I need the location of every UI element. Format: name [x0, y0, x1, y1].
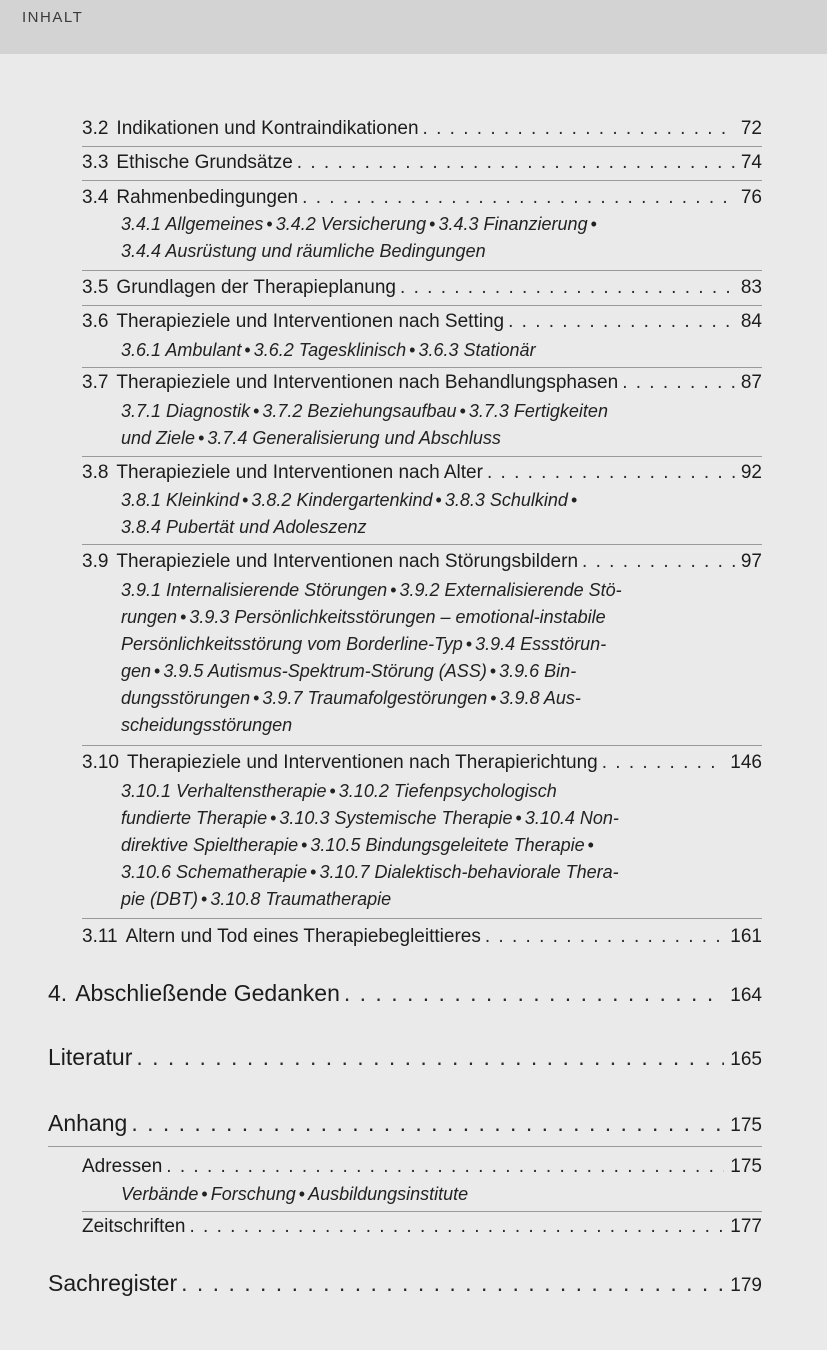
toc-entry-3-8[interactable] [82, 462, 762, 484]
entry-page: 76 [740, 187, 762, 208]
subentry-line: dungsstörungen • 3.9.7 Traumafolgestörungen • 3.9.8 Aus- [121, 688, 581, 708]
leader-dots [297, 152, 735, 174]
entry-page: 164 [730, 985, 762, 1006]
divider [82, 146, 762, 147]
bullet-separator: • [515, 808, 522, 828]
entry-page: 74 [740, 152, 762, 173]
toc-entry-adressen[interactable] [82, 1156, 762, 1178]
toc-subentries-3-8 [121, 487, 721, 541]
divider [48, 1146, 762, 1147]
bullet-separator: • [489, 661, 497, 681]
bullet-separator: • [590, 214, 597, 234]
subentry-line: fundierte Therapie • 3.10.3 Systemische Therapie • 3.10.4 Non- [121, 808, 619, 828]
entry-page: 179 [730, 1275, 762, 1296]
entry-page: 146 [730, 752, 762, 773]
subentry-line: und Ziele • 3.7.4 Generalisierung und Abschluss [121, 428, 501, 448]
entry-page: 84 [740, 311, 762, 332]
bullet-separator: • [409, 340, 416, 360]
toc-entry-zeitschriften[interactable] [82, 1216, 762, 1238]
subentry-line: 3.4.1 Allgemeines • 3.4.2 Versicherung • 3.4.3 Finanzierung • [121, 211, 721, 238]
entry-label: Grundlagen der Therapieplanung [116, 277, 397, 298]
bullet-separator: • [154, 661, 161, 681]
entry-page: 97 [740, 551, 762, 572]
subentry-line: Persönlichkeitsstörung vom Borderline-Typ • 3.9.4 Essstörun- [121, 634, 607, 654]
subentry-line: scheidungsstörungen [121, 715, 293, 735]
subentry-line: 3.8.1 Kleinkind • 3.8.2 Kindergartenkind • 3.8.3 Schulkind • [121, 487, 721, 514]
entry-label: Ethische Grundsätze [116, 152, 293, 173]
entry-page: 83 [740, 277, 762, 298]
entry-label: Rahmenbedingungen [116, 187, 299, 208]
bullet-separator: • [244, 340, 251, 360]
entry-label: Adressen [82, 1156, 163, 1177]
subentry-line: direktive Spieltherapie • 3.10.5 Bindungsgeleitete Therapie • [121, 832, 721, 859]
toc-entry-3-7[interactable] [82, 372, 762, 394]
bullet-separator: • [266, 214, 273, 234]
divider [82, 1211, 762, 1212]
leader-dots [487, 462, 735, 484]
entry-number: 3.3 [82, 152, 109, 173]
subentry-line: rungen • 3.9.3 Persönlichkeitsstörungen – emotional-instabile [121, 607, 606, 627]
entry-number: 3.7 [82, 372, 109, 393]
divider [82, 367, 762, 368]
toc-subentries-adressen [121, 1181, 721, 1208]
toc-entry-literatur[interactable] [48, 1044, 762, 1071]
leader-dots [423, 118, 735, 140]
toc-entry-3-2[interactable] [82, 118, 762, 140]
subentry-line: 3.9.1 Internalisierende Störungen • 3.9.2 Externalisierende Stö- [121, 580, 622, 600]
leader-dots [622, 372, 735, 394]
entry-label: Therapieziele und Interventionen nach Setting [116, 311, 505, 332]
entry-page: 72 [740, 118, 762, 139]
subentry-line: Verbände • Forschung • Ausbildungsinstitute [121, 1184, 469, 1204]
toc-entry-chapter-4[interactable] [48, 980, 762, 1007]
leader-dots [189, 1216, 724, 1238]
leader-dots [344, 980, 724, 1007]
bullet-separator: • [310, 862, 317, 882]
toc-entry-3-9[interactable] [82, 551, 762, 573]
divider [82, 305, 762, 306]
entry-page: 177 [730, 1216, 762, 1237]
toc-entry-sachregister[interactable] [48, 1270, 762, 1297]
entry-label: Anhang [48, 1110, 128, 1136]
toc-entry-3-3[interactable] [82, 152, 762, 174]
bullet-separator: • [180, 607, 187, 627]
leader-dots [181, 1270, 724, 1297]
subentry-line: pie (DBT) • 3.10.8 Traumatherapie [121, 889, 392, 909]
divider [82, 180, 762, 181]
entry-number: 3.4 [82, 187, 109, 208]
entry-page: 175 [730, 1115, 762, 1136]
bullet-separator: • [390, 580, 397, 600]
subentry-line: 3.6.1 Ambulant • 3.6.2 Tagesklinisch • 3.6.3 Stationär [121, 340, 536, 360]
leader-dots [485, 926, 724, 948]
toc-entry-anhang[interactable] [48, 1110, 762, 1137]
entry-label: Therapieziele und Interventionen nach Behandlungsphasen [116, 372, 619, 393]
entry-number: 4. [48, 980, 68, 1006]
bullet-separator: • [490, 688, 497, 708]
toc-entry-3-4[interactable] [82, 187, 762, 209]
leader-dots [602, 752, 725, 774]
header-title: INHALT [22, 9, 84, 26]
toc-entry-3-11[interactable] [82, 926, 762, 948]
entry-page: 165 [730, 1049, 762, 1070]
entry-label: Therapieziele und Interventionen nach Alter [116, 462, 483, 483]
bullet-separator: • [270, 808, 277, 828]
bullet-separator: • [329, 781, 336, 801]
divider [82, 745, 762, 746]
entry-number: 3.9 [82, 551, 109, 572]
bullet-separator: • [301, 835, 308, 855]
leader-dots [508, 311, 735, 333]
bullet-separator: • [253, 688, 260, 708]
bullet-separator: • [242, 490, 249, 510]
leader-dots [302, 187, 735, 209]
entry-number: 3.11 [82, 926, 118, 947]
subentry-line: gen • 3.9.5 Autismus-Spektrum-Störung (ASS) • 3.9.6 Bin- [121, 661, 577, 681]
toc-subentries-3-7 [121, 398, 721, 452]
entry-label: Abschließende Gedanken [75, 980, 340, 1006]
bullet-separator: • [201, 1184, 208, 1204]
toc-subentries-3-10 [121, 778, 721, 913]
entry-number: 3.2 [82, 118, 109, 139]
leader-dots [136, 1044, 724, 1071]
bullet-separator: • [429, 214, 436, 234]
entry-number: 3.6 [82, 311, 109, 332]
toc-subentries-3-6 [121, 337, 721, 364]
entry-number: 3.10 [82, 752, 119, 773]
toc-entry-3-10[interactable] [82, 752, 762, 774]
divider [82, 456, 762, 457]
toc-entry-3-6[interactable] [82, 311, 762, 333]
entry-page: 161 [730, 926, 762, 947]
bullet-separator: • [201, 889, 208, 909]
entry-label: Indikationen und Kontraindikationen [116, 118, 419, 139]
toc-subentries-3-4 [121, 211, 721, 265]
bullet-separator: • [587, 835, 594, 855]
subentry-line: 3.4.4 Ausrüstung und räumliche Bedingungen [121, 241, 486, 261]
entry-number: 3.8 [82, 462, 109, 483]
entry-page: 175 [730, 1156, 762, 1177]
subentry-line: 3.10.6 Schematherapie • 3.10.7 Dialektisch-behaviorale Thera- [121, 862, 619, 882]
entry-label: Therapieziele und Interventionen nach Therapierichtung [126, 752, 598, 773]
toc-subentries-3-9 [121, 577, 721, 739]
bullet-separator: • [298, 1184, 306, 1204]
bullet-separator: • [570, 490, 578, 510]
subentry-line: 3.10.1 Verhaltenstherapie • 3.10.2 Tiefenpsychologisch [121, 781, 557, 801]
leader-dots [582, 551, 735, 573]
subentry-line: 3.8.4 Pubertät und Adoleszenz [121, 517, 367, 537]
divider [82, 270, 762, 271]
bullet-separator: • [435, 490, 442, 510]
entry-label: Altern und Tod eines Therapiebegleittieres [125, 926, 481, 947]
divider [82, 544, 762, 545]
entry-label: Zeitschriften [82, 1216, 186, 1237]
bullet-separator: • [253, 401, 260, 421]
bullet-separator: • [465, 634, 473, 654]
divider [82, 918, 762, 919]
entry-page: 92 [740, 462, 762, 483]
entry-label: Therapieziele und Interventionen nach Störungsbildern [116, 551, 579, 572]
leader-dots [166, 1156, 724, 1178]
leader-dots [400, 277, 735, 299]
subentry-line: 3.7.1 Diagnostik • 3.7.2 Beziehungsaufbau • 3.7.3 Fertigkeiten [121, 401, 608, 421]
entry-number: 3.5 [82, 277, 109, 298]
leader-dots [131, 1110, 724, 1137]
bullet-separator: • [459, 401, 466, 421]
toc-entry-3-5[interactable] [82, 277, 762, 299]
entry-label: Sachregister [48, 1270, 178, 1296]
entry-page: 87 [740, 372, 762, 393]
entry-label: Literatur [48, 1044, 133, 1070]
bullet-separator: • [198, 428, 205, 448]
